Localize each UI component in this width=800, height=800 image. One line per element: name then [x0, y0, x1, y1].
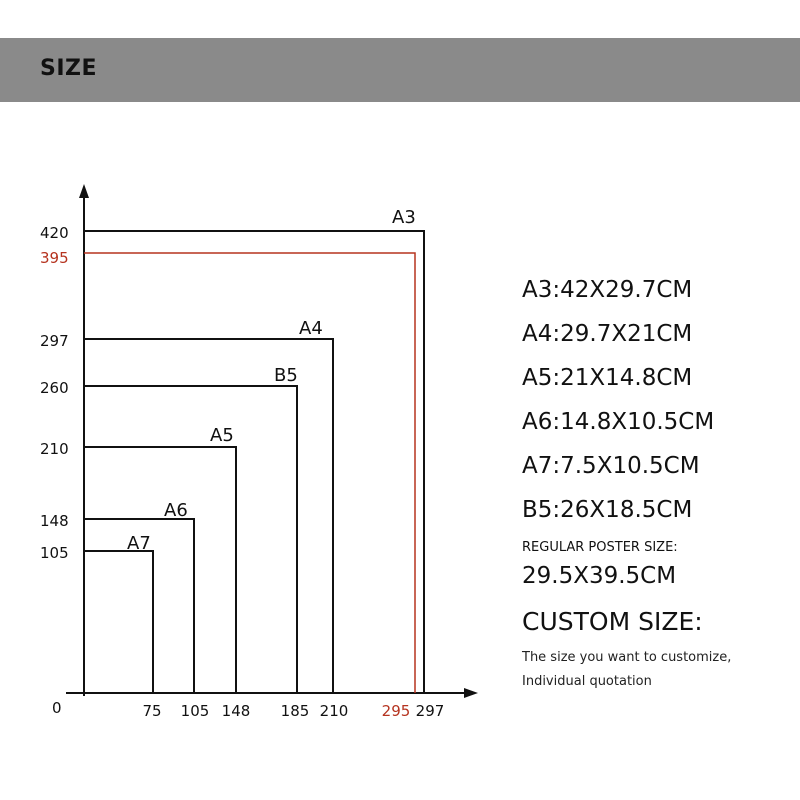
y-tick-210: 210: [40, 440, 69, 458]
rect-poster: [84, 253, 415, 693]
origin-label: 0: [52, 699, 62, 717]
x-tick-75: 75: [142, 702, 162, 720]
x-tick-185: 185: [280, 702, 310, 720]
format-label-a3: A3: [392, 207, 416, 228]
y-tick-395: 395: [40, 249, 69, 267]
spec-a5: A5:21X14.8CM: [522, 365, 693, 391]
format-label-a7: A7: [127, 533, 151, 554]
x-axis-arrow: [464, 688, 478, 698]
page-title: SIZE: [40, 56, 98, 81]
format-label-b5: B5: [274, 365, 298, 386]
custom-note-line-1: The size you want to customize,: [522, 650, 732, 665]
y-axis-arrow: [79, 184, 89, 198]
spec-a7: A7:7.5X10.5CM: [522, 453, 700, 479]
rect-b5: [84, 386, 297, 693]
spec-a6: A6:14.8X10.5CM: [522, 409, 715, 435]
spec-b5: B5:26X18.5CM: [522, 497, 693, 523]
custom-size-title: CUSTOM SIZE:: [522, 607, 703, 636]
x-tick-148: 148: [221, 702, 251, 720]
rect-a5: [84, 447, 236, 693]
y-tick-297: 297: [40, 332, 69, 350]
poster-size-value: 29.5X39.5CM: [522, 563, 677, 589]
custom-note-line-2: Individual quotation: [522, 674, 652, 689]
x-tick-295: 295: [381, 702, 411, 720]
poster-size-caption: REGULAR POSTER SIZE:: [522, 540, 678, 555]
rect-a3: [84, 231, 424, 693]
y-tick-260: 260: [40, 379, 69, 397]
y-tick-420: 420: [40, 224, 69, 242]
size-spec-panel: [522, 268, 792, 694]
format-label-a5: A5: [210, 425, 234, 446]
rect-a7: [84, 551, 153, 693]
x-tick-105: 105: [180, 702, 210, 720]
spec-a3: A3:42X29.7CM: [522, 277, 693, 303]
x-tick-210: 210: [319, 702, 349, 720]
spec-a4: A4:29.7X21CM: [522, 321, 693, 347]
rect-a4: [84, 339, 333, 693]
y-tick-105: 105: [40, 544, 69, 562]
custom-size-note: [522, 646, 792, 694]
y-tick-148: 148: [40, 512, 69, 530]
x-tick-297: 297: [415, 702, 445, 720]
format-label-a4: A4: [299, 318, 323, 339]
format-label-a6: A6: [164, 500, 188, 521]
